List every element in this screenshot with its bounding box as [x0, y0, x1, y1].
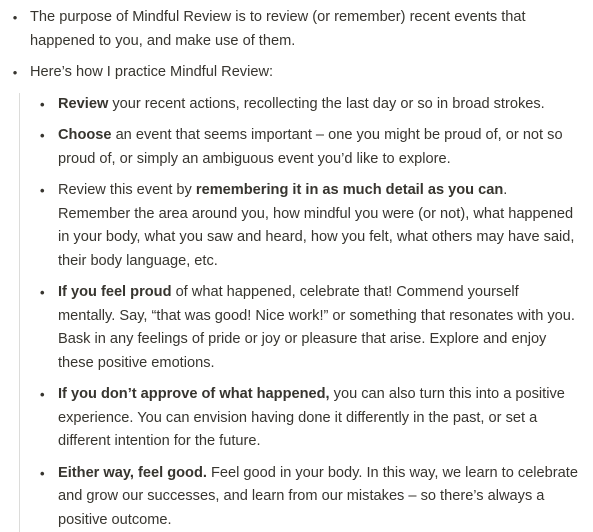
step-text [58, 93, 593, 117]
bullet-icon: • [40, 179, 58, 273]
nested-list-guide-line [19, 93, 20, 532]
step-rest: an event that seems important – one you might be proud of, or not so proud of, or simply an ambiguous event you’d like to explore. [58, 127, 563, 167]
list-item-practice [0, 61, 593, 85]
step-text [58, 281, 593, 375]
bullet-icon: • [40, 124, 58, 171]
step-text [58, 383, 593, 454]
step-text [58, 462, 593, 532]
step-feel-good [40, 462, 593, 532]
intro-text: The purpose of Mindful Review is to review (or remember) recent events that happened to you, and make use of them. [30, 6, 593, 53]
step-rest: Feel good in your body. In this way, we learn to celebrate and grow our successes, and learn from our mistakes – so there’s always a positive outcome. [58, 465, 578, 528]
step-choose [40, 124, 593, 171]
list-item-intro [0, 6, 593, 53]
bullet-icon: • [40, 281, 58, 375]
step-bold: Choose [58, 127, 112, 143]
step-rest: . Remember the area around you, how mindful you were (or not), what happened in your body, what you saw and heard, how you felt, what others may have said, their body language, etc. [58, 182, 574, 269]
step-bold: remembering it in as much detail as you can [196, 182, 503, 198]
step-proud [40, 281, 593, 375]
bullet-icon: • [0, 61, 30, 85]
bullet-icon: • [0, 6, 30, 53]
step-remember [40, 179, 593, 273]
bullet-icon: • [40, 462, 58, 532]
step-bold: If you don’t approve of what happened, [58, 386, 330, 402]
nested-list [19, 93, 593, 532]
step-text [58, 124, 593, 171]
bullet-icon: • [40, 383, 58, 454]
step-disapprove [40, 383, 593, 454]
step-text [58, 179, 593, 273]
step-review [40, 93, 593, 117]
practice-text: Here’s how I practice Mindful Review: [30, 61, 593, 85]
step-bold: Review [58, 96, 108, 112]
bullet-icon: • [40, 93, 58, 117]
step-pre: Review this event by [58, 182, 196, 198]
step-rest: of what happened, celebrate that! Commend yourself mentally. Say, “that was good! Nice work!” or something that resonates with you. Bask in any feelings of pride or joy or pleasure that arise. Explore and enjoy these positive emotions. [58, 284, 575, 371]
step-bold: If you feel proud [58, 284, 172, 300]
step-rest: you can also turn this into a positive experience. You can envision having done it differently in the past, or set a different intention for the future. [58, 386, 565, 449]
step-rest: your recent actions, recollecting the last day or so in broad strokes. [108, 96, 544, 112]
step-bold: Either way, feel good. [58, 465, 207, 481]
